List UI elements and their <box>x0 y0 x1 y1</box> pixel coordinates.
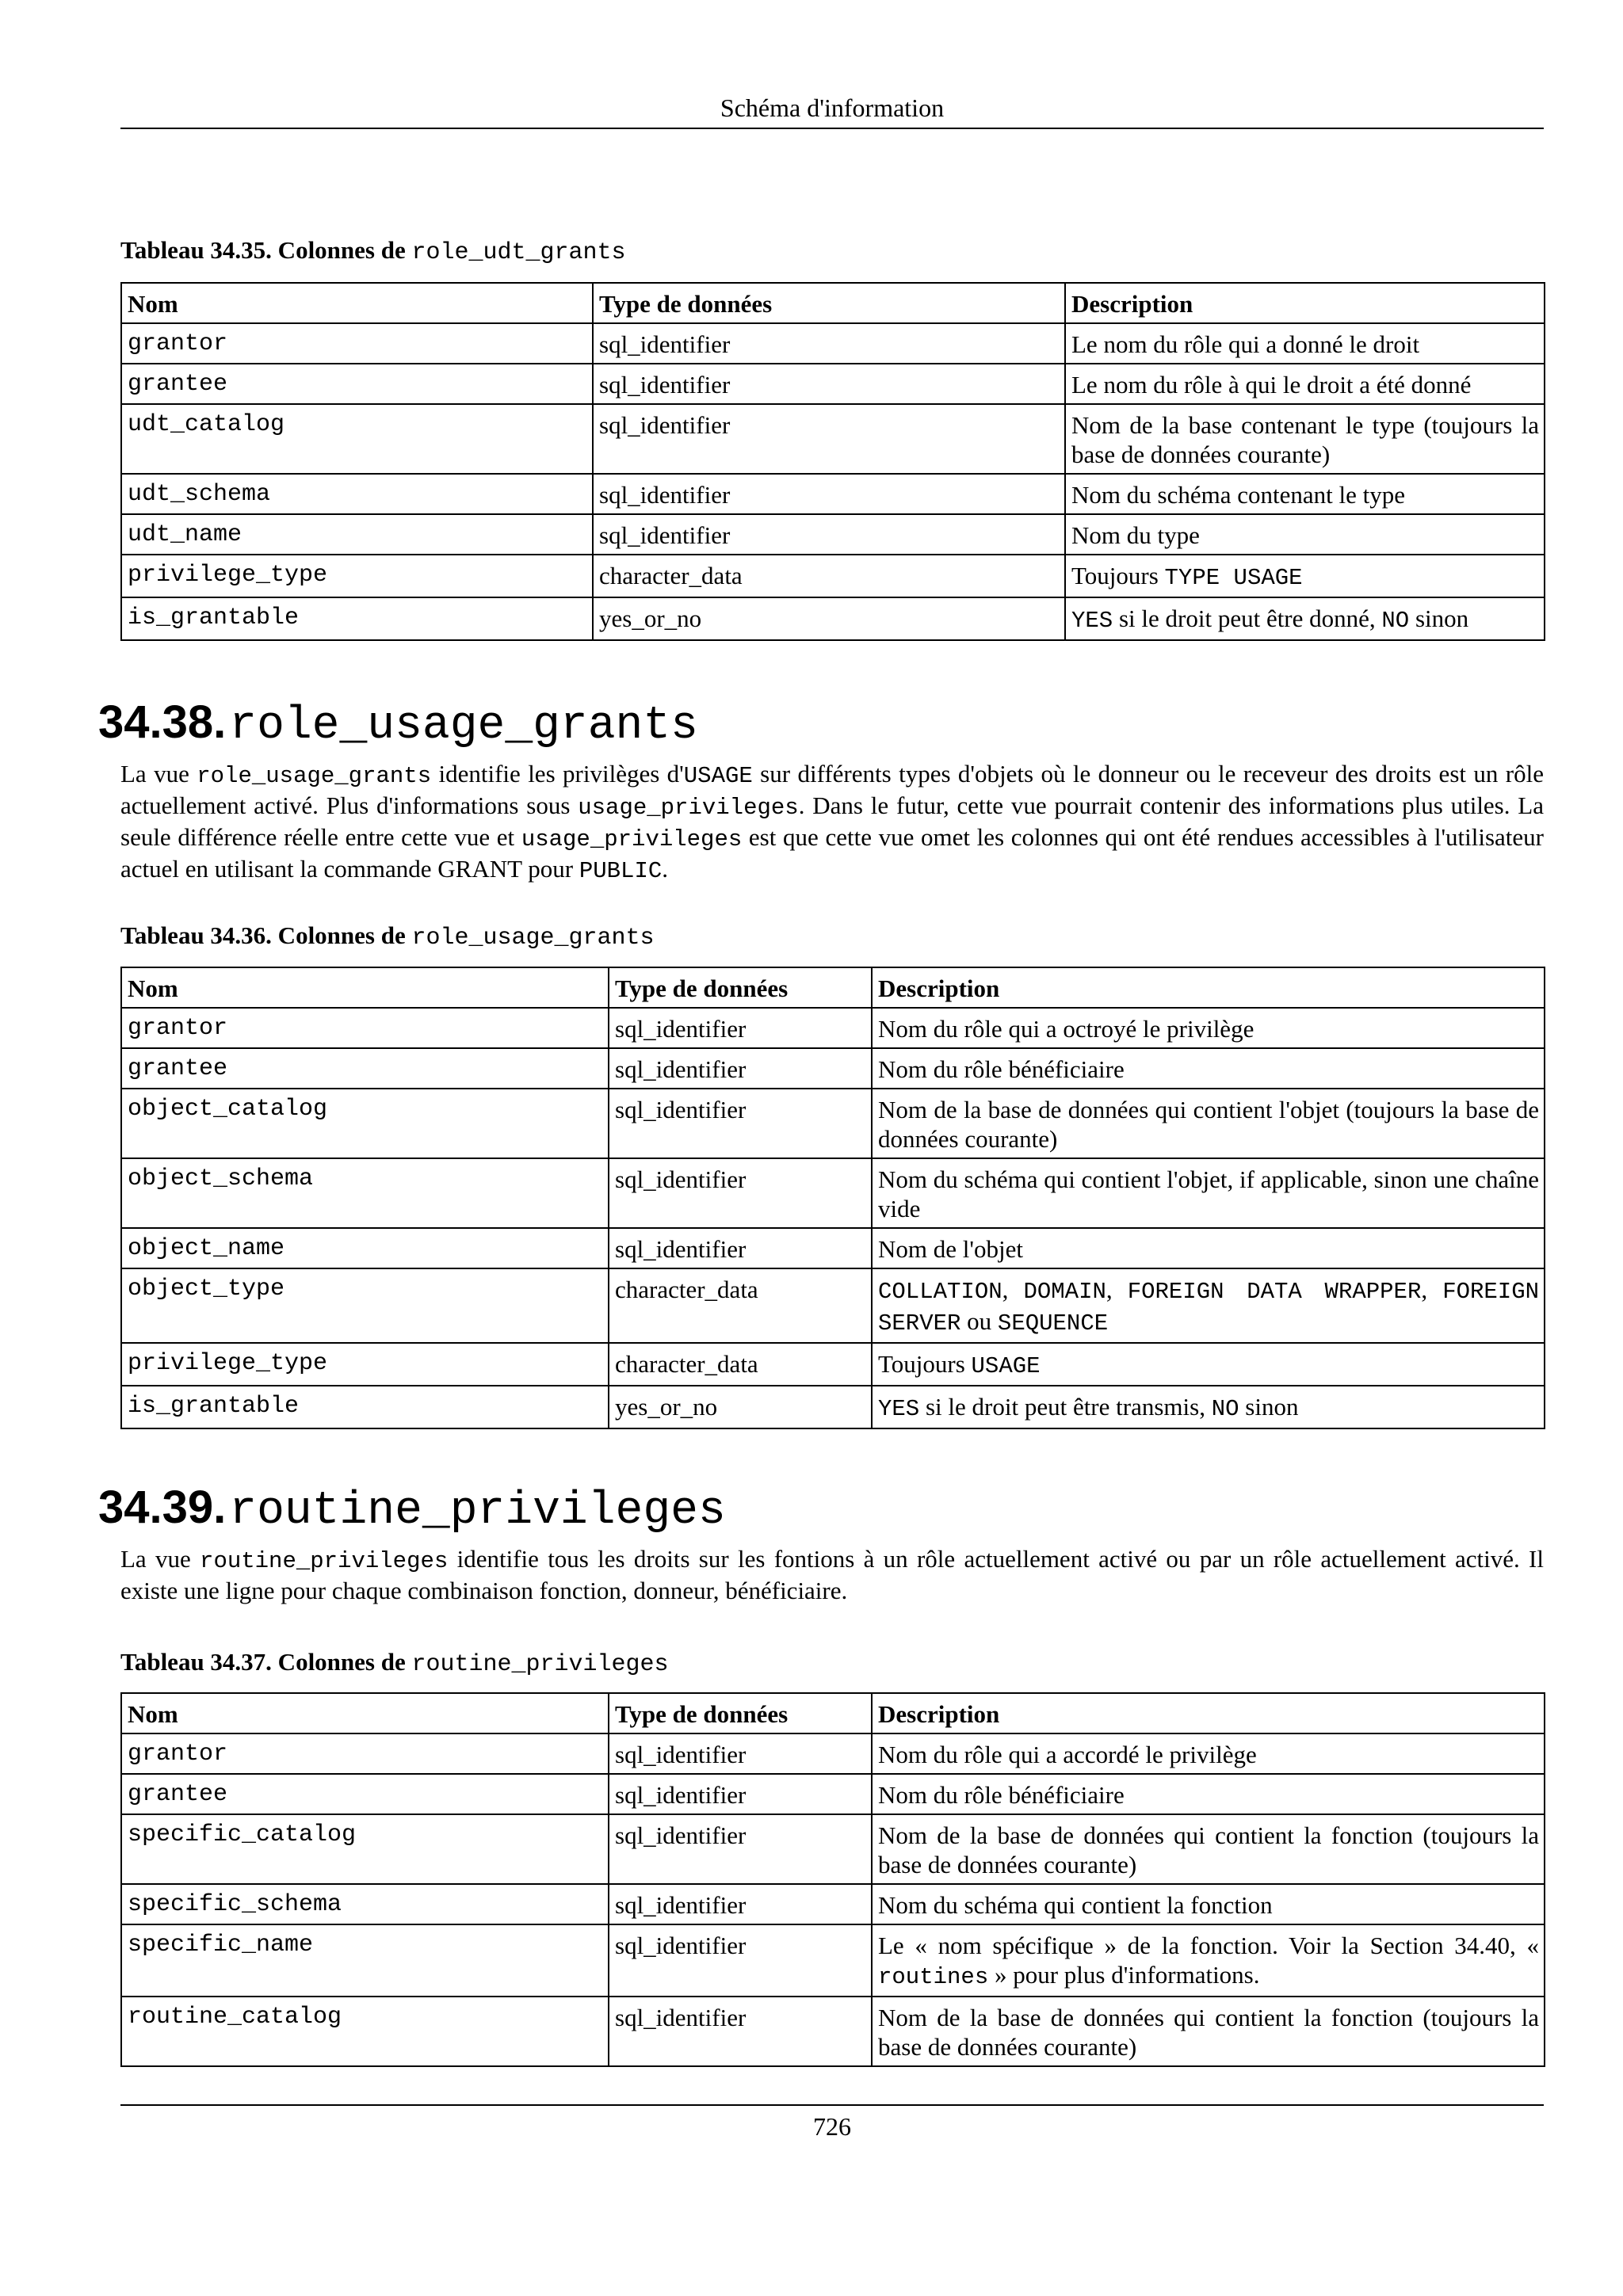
description-cell <box>872 1228 1545 1268</box>
table-header-row <box>121 1693 1545 1733</box>
inline-code: NO <box>1381 608 1410 634</box>
data-type-cell: character_data <box>609 1343 872 1386</box>
table-caption-34-36 <box>120 921 655 952</box>
inline-code: YES <box>878 1396 920 1422</box>
table-header-row <box>121 283 1545 323</box>
table-row <box>121 1158 1545 1228</box>
column-name-cell: udt_name <box>121 514 593 555</box>
data-type-cell: sql_identifier <box>609 1158 872 1228</box>
table-row <box>121 364 1545 404</box>
data-type-cell: sql_identifier <box>609 1997 872 2066</box>
table-row <box>121 1884 1545 1924</box>
data-type-cell: sql_identifier <box>609 1924 872 1997</box>
section-paragraph-34-38 <box>120 759 1544 886</box>
description-cell <box>872 1008 1545 1048</box>
data-type-cell: sql_identifier <box>609 1008 872 1048</box>
inline-code: routine_privileges <box>200 1548 449 1574</box>
column-name-cell: object_type <box>121 1268 609 1343</box>
table-row <box>121 1733 1545 1774</box>
description-cell <box>872 1158 1545 1228</box>
text-run: Nom du rôle qui a accordé le privilège <box>878 1741 1257 1768</box>
table-row <box>121 1048 1545 1089</box>
description-cell <box>1065 514 1545 555</box>
table-row <box>121 1268 1545 1343</box>
description-cell <box>1065 474 1545 514</box>
text-run: , <box>1421 1276 1443 1303</box>
description-cell <box>1065 364 1545 404</box>
table-row <box>121 555 1545 597</box>
data-type-cell: sql_identifier <box>593 404 1065 474</box>
description-cell <box>872 1774 1545 1814</box>
text-run: Nom de la base de données qui contient la fonction (toujours la base de données courante) <box>878 1821 1539 1878</box>
inline-code: TYPE USAGE <box>1164 565 1303 591</box>
table-row <box>121 597 1545 640</box>
section-number: 34.38. <box>98 696 227 748</box>
data-type-cell: sql_identifier <box>609 1048 872 1089</box>
table-row <box>121 323 1545 364</box>
column-name-cell: grantee <box>121 1774 609 1814</box>
column-name-cell: grantee <box>121 364 593 404</box>
text-run: identifie les privilèges d' <box>431 760 684 788</box>
table-row <box>121 1343 1545 1386</box>
inline-code: YES <box>1071 608 1113 634</box>
column-name-cell: grantor <box>121 1008 609 1048</box>
description-cell <box>872 1884 1545 1924</box>
column-name-cell: udt_catalog <box>121 404 593 474</box>
caption-code: routine_privileges <box>411 1651 669 1678</box>
text-run: Nom du schéma qui contient l'objet, if applicable, sinon une chaîne vide <box>878 1165 1539 1222</box>
caption-code: role_udt_grants <box>411 239 626 266</box>
column-name-cell: object_name <box>121 1228 609 1268</box>
column-name-cell: object_schema <box>121 1158 609 1228</box>
table-caption-34-37 <box>120 1648 669 1678</box>
text-run: Nom du schéma contenant le type <box>1071 481 1405 509</box>
inline-code: routines <box>878 1964 989 1990</box>
inline-code: FOREIGN SERVER <box>878 1279 1540 1337</box>
columns-table-34-35 <box>120 282 1545 641</box>
description-cell <box>1065 555 1545 597</box>
data-type-cell: sql_identifier <box>609 1228 872 1268</box>
column-name-cell: grantee <box>121 1048 609 1089</box>
data-type-cell: sql_identifier <box>609 1814 872 1884</box>
section-paragraph-34-39 <box>120 1544 1544 1605</box>
header-nom: Nom <box>121 283 593 323</box>
column-name-cell: privilege_type <box>121 555 593 597</box>
header-description: Description <box>1065 283 1545 323</box>
table-row <box>121 1008 1545 1048</box>
inline-code: PUBLIC <box>579 858 663 884</box>
table-row <box>121 1997 1545 2066</box>
description-cell <box>872 1268 1545 1343</box>
text-run: Le « nom spécifique » de la fonction. Voir la Section 34.40, « <box>878 1932 1539 1959</box>
table-header-row <box>121 967 1545 1008</box>
header-description: Description <box>872 1693 1545 1733</box>
table-row <box>121 1386 1545 1428</box>
inline-code: FOREIGN DATA WRAPPER <box>1127 1279 1422 1305</box>
section-name: routine_privileges <box>229 1486 726 1537</box>
header-type: Type de données <box>593 283 1065 323</box>
description-cell <box>1065 323 1545 364</box>
text-run: Le nom du rôle qui a donné le droit <box>1071 330 1420 358</box>
description-cell <box>872 1343 1545 1386</box>
text-run: Nom du type <box>1071 521 1200 549</box>
inline-code: USAGE <box>971 1353 1041 1379</box>
text-run: Nom de la base de données qui contient l'objet (toujours la base de données courante) <box>878 1096 1539 1153</box>
table-row <box>121 1774 1545 1814</box>
text-run: , <box>1106 1276 1128 1303</box>
column-name-cell: object_catalog <box>121 1089 609 1158</box>
data-type-cell: yes_or_no <box>609 1386 872 1428</box>
header-rule <box>120 128 1544 129</box>
description-cell <box>872 1386 1545 1428</box>
column-name-cell: udt_schema <box>121 474 593 514</box>
data-type-cell: sql_identifier <box>609 1089 872 1158</box>
description-cell <box>1065 404 1545 474</box>
text-run: ou <box>960 1307 998 1335</box>
description-cell <box>872 1814 1545 1884</box>
column-name-cell: specific_name <box>121 1924 609 1997</box>
text-run: sinon <box>1239 1393 1299 1421</box>
inline-code: NO <box>1211 1396 1239 1422</box>
data-type-cell: character_data <box>609 1268 872 1343</box>
text-run: La vue <box>120 1545 200 1573</box>
data-type-cell: sql_identifier <box>593 323 1065 364</box>
header-type: Type de données <box>609 1693 872 1733</box>
table-row <box>121 1814 1545 1884</box>
inline-code: usage_privileges <box>578 795 799 821</box>
column-name-cell: grantor <box>121 1733 609 1774</box>
caption-code: role_usage_grants <box>411 925 655 952</box>
data-type-cell: sql_identifier <box>609 1884 872 1924</box>
inline-code: COLLATION <box>878 1279 1002 1305</box>
column-name-cell: grantor <box>121 323 593 364</box>
table-caption-34-35 <box>120 236 626 266</box>
footer-rule <box>120 2104 1544 2106</box>
text-run: Nom de l'objet <box>878 1235 1023 1263</box>
column-name-cell: specific_schema <box>121 1884 609 1924</box>
description-cell <box>872 1048 1545 1089</box>
data-type-cell: sql_identifier <box>593 364 1065 404</box>
text-run: Nom du rôle bénéficiaire <box>878 1781 1125 1809</box>
table-row <box>121 514 1545 555</box>
data-type-cell: yes_or_no <box>593 597 1065 640</box>
text-run: Nom du rôle qui a octroyé le privilège <box>878 1015 1254 1043</box>
column-name-cell: routine_catalog <box>121 1997 609 2066</box>
description-cell <box>872 1924 1545 1997</box>
inline-code: USAGE <box>683 763 753 789</box>
table-row <box>121 1924 1545 1997</box>
table-row <box>121 1228 1545 1268</box>
table-row <box>121 404 1545 474</box>
data-type-cell: sql_identifier <box>593 474 1065 514</box>
text-run: si le droit peut être donné, <box>1113 605 1382 632</box>
text-run: sinon <box>1409 605 1469 632</box>
text-run: sur différents types d'objets où le donneur ou le receveur des droits est un rôle actuellement activé. Plus d'informations sous <box>120 760 1544 819</box>
table-row <box>121 1089 1545 1158</box>
description-cell <box>872 1733 1545 1774</box>
text-run: . Dans le futur, cette vue pourrait contenir des informations plus utiles. La seule différence réelle entre cette vue et <box>120 791 1545 851</box>
header-description: Description <box>872 967 1545 1008</box>
caption-label: Tableau 34.35. Colonnes de <box>120 236 412 264</box>
column-name-cell: is_grantable <box>121 1386 609 1428</box>
description-cell <box>872 1997 1545 2066</box>
text-run: Nom du rôle bénéficiaire <box>878 1055 1125 1083</box>
section-heading-34-38 <box>98 696 698 752</box>
text-run: identifie tous les droits sur les fontions à un rôle actuellement activé ou par un rôle actuellement activé. Il existe une ligne pour chaque combinaison fonction, donneur, bénéficiaire. <box>120 1545 1544 1604</box>
inline-code: role_usage_grants <box>197 763 432 789</box>
page-number: 726 <box>813 2112 851 2141</box>
section-heading-34-39 <box>98 1482 726 1537</box>
data-type-cell: character_data <box>593 555 1065 597</box>
table-row <box>121 474 1545 514</box>
columns-table-34-36 <box>120 967 1545 1429</box>
section-name: role_usage_grants <box>229 700 698 752</box>
data-type-cell: sql_identifier <box>609 1733 872 1774</box>
data-type-cell: sql_identifier <box>593 514 1065 555</box>
text-run: Toujours <box>1071 562 1165 589</box>
column-name-cell: is_grantable <box>121 597 593 640</box>
description-cell <box>1065 597 1545 640</box>
text-run: La vue <box>120 760 197 788</box>
section-number: 34.39. <box>98 1482 227 1533</box>
text-run: Nom de la base contenant le type (toujours la base de données courante) <box>1071 411 1539 468</box>
text-run: , <box>1002 1276 1024 1303</box>
inline-code: DOMAIN <box>1023 1279 1106 1305</box>
text-run: si le droit peut être transmis, <box>919 1393 1212 1421</box>
data-type-cell: sql_identifier <box>609 1774 872 1814</box>
header-nom: Nom <box>121 967 609 1008</box>
column-name-cell: specific_catalog <box>121 1814 609 1884</box>
text-run: Nom du schéma qui contient la fonction <box>878 1891 1273 1919</box>
inline-code: SEQUENCE <box>997 1310 1109 1337</box>
text-run: . <box>662 855 668 883</box>
inline-code: usage_privileges <box>521 826 743 852</box>
column-name-cell: privilege_type <box>121 1343 609 1386</box>
caption-label: Tableau 34.37. Colonnes de <box>120 1648 412 1676</box>
text-run: Toujours <box>878 1350 972 1378</box>
running-header: Schéma d'information <box>720 93 945 122</box>
header-type: Type de données <box>609 967 872 1008</box>
text-run: » pour plus d'informations. <box>988 1961 1260 1989</box>
header-nom: Nom <box>121 1693 609 1733</box>
text-run: Le nom du rôle à qui le droit a été donné <box>1071 371 1472 399</box>
caption-label: Tableau 34.36. Colonnes de <box>120 921 412 949</box>
text-run: est que cette vue omet les colonnes qui ont été rendues accessibles à l'utilisateur actuel en utilisant la commande GRANT pour <box>120 823 1545 883</box>
description-cell <box>872 1089 1545 1158</box>
text-run: Nom de la base de données qui contient la fonction (toujours la base de données courante) <box>878 2004 1539 2061</box>
columns-table-34-37 <box>120 1692 1545 2067</box>
